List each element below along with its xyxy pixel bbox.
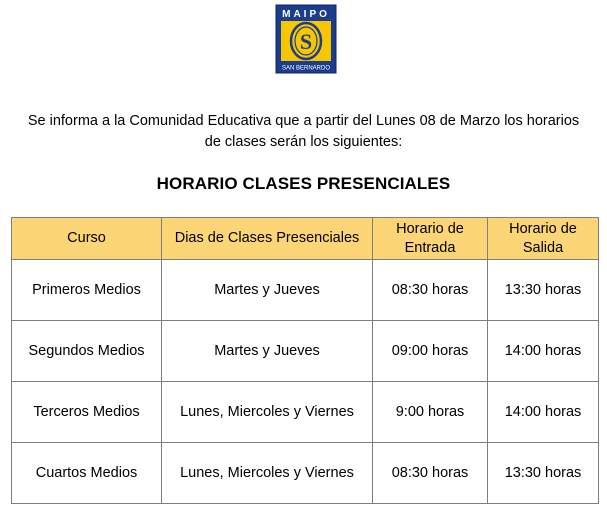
header-dias: Dias de Clases Presenciales	[162, 218, 373, 260]
cell-curso: Cuartos Medios	[12, 443, 162, 504]
cell-curso: Primeros Medios	[12, 260, 162, 321]
cell-curso: Segundos Medios	[12, 321, 162, 382]
school-crest-icon	[275, 4, 337, 74]
cell-salida: 13:30 horas	[488, 260, 599, 321]
cell-dias: Lunes, Miercoles y Viernes	[162, 382, 373, 443]
schedule-table	[11, 217, 599, 504]
table-row	[12, 443, 599, 504]
cell-entrada: 09:00 horas	[373, 321, 488, 382]
cell-dias: Martes y Jueves	[162, 321, 373, 382]
page-title: HORARIO CLASES PRESENCIALES	[156, 174, 451, 193]
cell-curso: Terceros Medios	[12, 382, 162, 443]
cell-entrada: 08:30 horas	[373, 260, 488, 321]
school-logo	[275, 4, 337, 74]
logo-bottom-text: SAN BERNARDO	[281, 65, 331, 72]
cell-entrada: 08:30 horas	[373, 443, 488, 504]
header-salida-line-1: Horario de	[509, 220, 577, 237]
cell-salida: 13:30 horas	[488, 443, 599, 504]
logo-top-text: MAIPO	[282, 9, 330, 20]
intro-line-1: Se informa a la Comunidad Educativa que a partir del Lunes 08 de Marzo los horarios	[27, 113, 580, 129]
table-row	[12, 260, 599, 321]
table-row	[12, 382, 599, 443]
intro-line-2: de clases serán los siguientes:	[204, 134, 403, 150]
header-entrada-line-1: Horario de	[396, 220, 464, 237]
cell-salida: 14:00 horas	[488, 321, 599, 382]
logo-center-letter: S	[299, 29, 313, 54]
header-salida	[488, 218, 599, 260]
cell-dias: Martes y Jueves	[162, 260, 373, 321]
cell-entrada: 9:00 horas	[373, 382, 488, 443]
header-entrada-line-2: Entrada	[404, 239, 456, 256]
header-curso: Curso	[12, 218, 162, 260]
intro-paragraph	[0, 111, 607, 153]
header-entrada	[373, 218, 488, 260]
table-row	[12, 321, 599, 382]
header-salida-line-2: Salida	[522, 239, 564, 256]
cell-salida: 14:00 horas	[488, 382, 599, 443]
table-header-row	[12, 218, 599, 260]
cell-dias: Lunes, Miercoles y Viernes	[162, 443, 373, 504]
